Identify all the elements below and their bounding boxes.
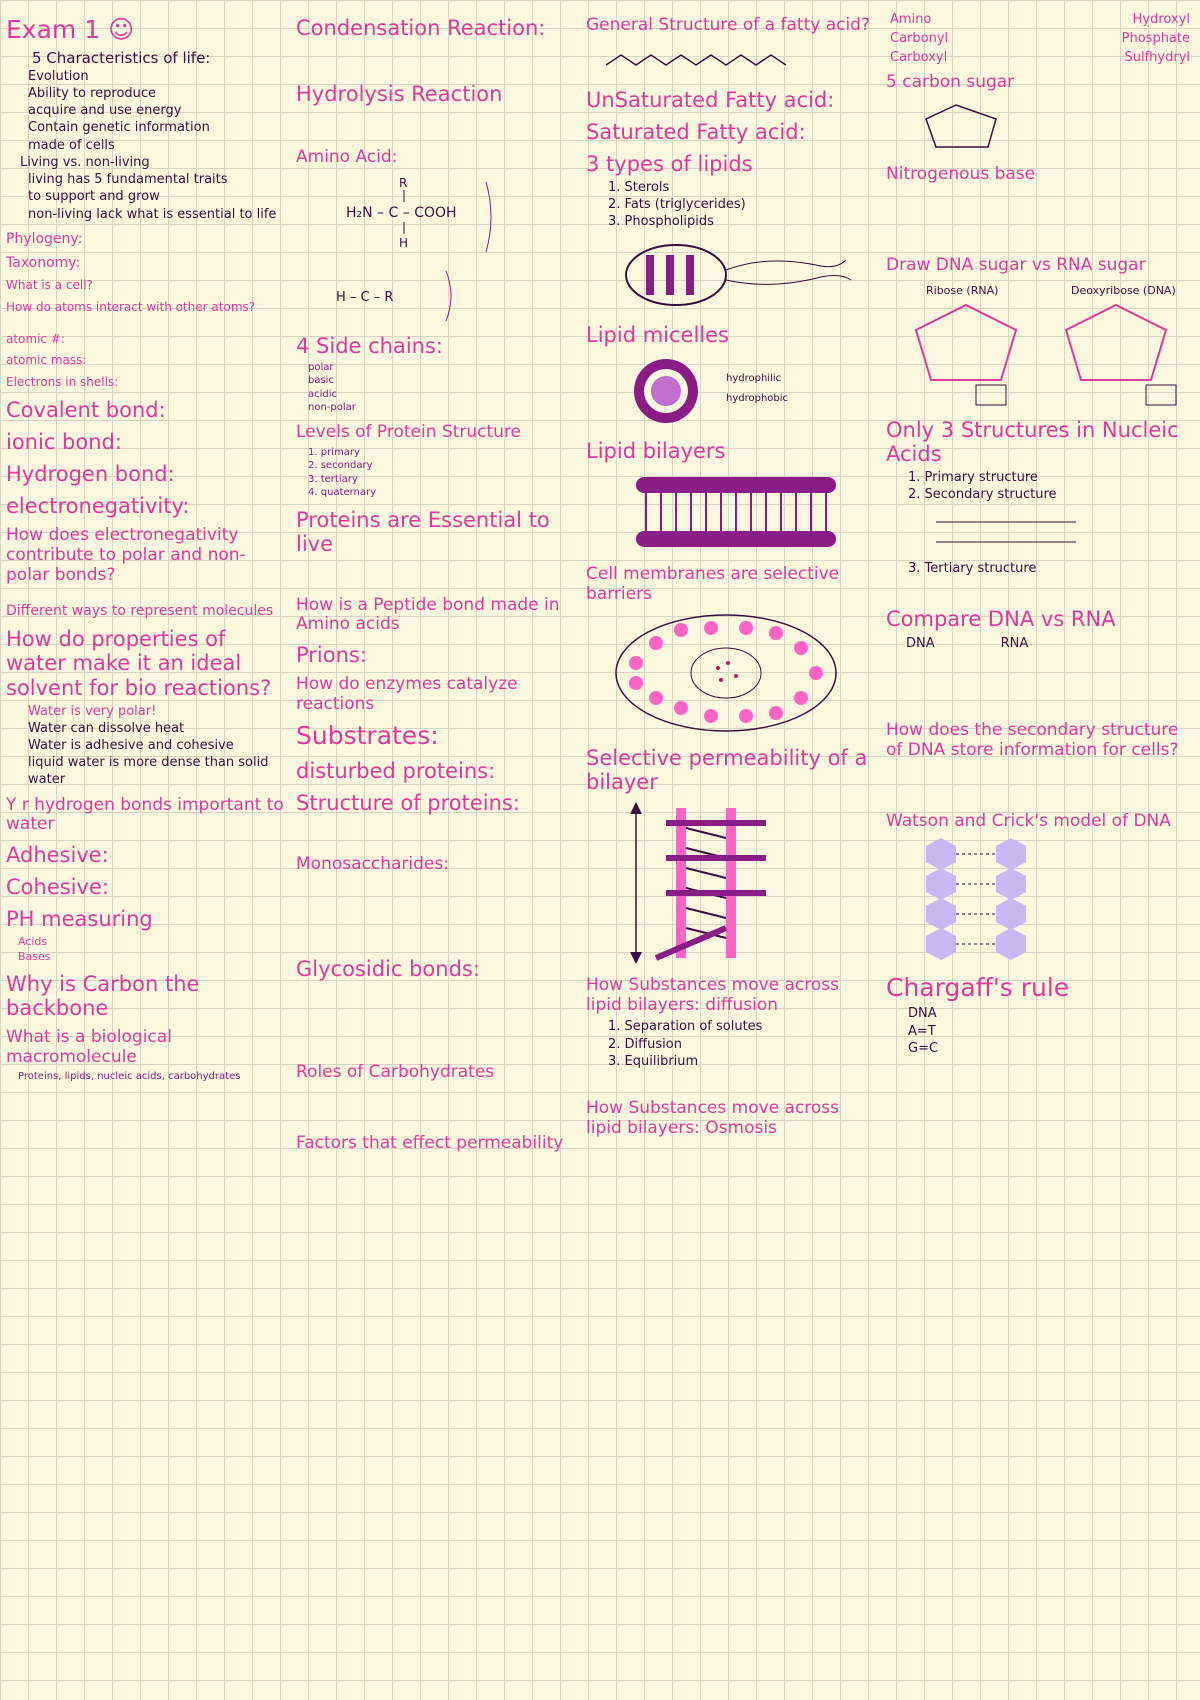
functional-groups-row (890, 31, 1190, 46)
selective-barrier-heading: Cell membranes are selective barriers (586, 564, 840, 604)
adhesive-heading: Adhesive: (6, 842, 109, 867)
represent-molecules-heading: Different ways to represent molecules (6, 603, 274, 620)
svg-text:R: R (399, 175, 408, 190)
water-item: Water is adhesive and cohesive (28, 738, 234, 754)
water-item: Water can dissolve heat (28, 720, 185, 736)
lipid-bilayers-heading: Lipid bilayers (586, 438, 726, 463)
chargaff-at: A=T (908, 1023, 936, 1039)
char-item: made of cells (28, 137, 115, 153)
proteins-essential-heading: Proteins are Essential to live (296, 507, 550, 556)
bases-label: Bases (18, 950, 51, 964)
chargaff-dna-label: DNA (908, 1006, 937, 1022)
nucleic-structure-item: 3. Tertiary structure (908, 561, 1037, 577)
diffusion-item: 1. Separation of solutes (608, 1019, 763, 1035)
water-note: Water is very polar! (28, 703, 157, 719)
water-item: liquid water is more dense than solid water (28, 755, 269, 787)
electronegativity-heading: electronegativity: (6, 494, 190, 519)
what-is-cell-heading: What is a cell? (6, 277, 93, 292)
strand-drawing (896, 507, 1096, 557)
substrates-heading: Substrates: (296, 721, 439, 751)
fg-carbonyl: Carbonyl (890, 31, 949, 46)
nitrogenous-base-heading: Nitrogenous base (886, 163, 1036, 184)
fg-sulfhydryl: Sulfhydryl (1124, 50, 1190, 65)
column-3 (580, 0, 880, 1700)
why-hbonds-heading: Y r hydrogen bonds important to water (6, 794, 284, 835)
phylogeny-heading: Phylogeny: (6, 230, 83, 247)
dna-column-label: DNA (906, 635, 935, 651)
column-4 (880, 0, 1200, 1700)
living-item: living has 5 fundamental traits (28, 172, 228, 187)
how-atoms-heading: How do atoms interact with other atoms? (6, 299, 256, 314)
biomacro-item: Proteins, lipids, nucleic acids, carbohydrates (18, 1071, 241, 1083)
cohesive-heading: Cohesive: (6, 875, 109, 900)
dna-vs-rna-sugar-heading: Draw DNA sugar vs RNA sugar (886, 255, 1146, 276)
osmosis-heading: How Substances move across lipid bilayers: Osmosis (586, 1098, 840, 1138)
fg-amino: Amino (890, 12, 932, 27)
level-item: 1. primary (308, 446, 360, 458)
carbohydrate-roles-heading: Roles of Carbohydrates (296, 1061, 495, 1082)
glycosidic-heading: Glycosidic bonds: (296, 956, 480, 981)
ionic-bond-heading: ionic bond: (6, 430, 122, 455)
electronegativity-question: How does electronegativity contribute to polar and non-polar bonds? (6, 525, 246, 585)
fg-carboxyl: Carboxyl (890, 50, 948, 65)
monosaccharides-heading: Monosaccharides: (296, 854, 449, 875)
selective-permeability-heading: Selective permeability of a bilayer (586, 746, 868, 795)
lipid-type-item: 2. Fats (triglycerides) (608, 197, 746, 213)
atomic-mass-heading: atomic mass: (6, 353, 87, 368)
fatty-acid-structure-heading: General Structure of a fatty acid? (586, 15, 870, 35)
bilayer-drawing (596, 467, 856, 557)
diffusion-item: 2. Diffusion (608, 1036, 682, 1052)
characteristics-title: 5 Characteristics of life: (32, 48, 211, 67)
rna-column-label: RNA (1000, 635, 1029, 651)
living-item: non-living lack what is essential to life (28, 206, 277, 222)
lipid-types-heading: 3 types of lipids (586, 151, 753, 176)
carbon-backbone-heading: Why is Carbon the backbone (6, 971, 200, 1021)
atomic-number-heading: atomic #: (6, 331, 65, 346)
exam-title: Exam 1 ☺ (6, 15, 135, 44)
char-item: Ability to reproduce (28, 85, 157, 101)
chargaff-heading: Chargaff's rule (886, 972, 1070, 1002)
covalent-bond-heading: Covalent bond: (6, 397, 166, 422)
hydrolysis-heading: Hydrolysis Reaction (296, 82, 503, 107)
water-question: How do properties of water make it an ideal solvent for bio reactions? (6, 627, 272, 700)
watson-crick-heading: Watson and Crick's model of DNA (886, 811, 1171, 832)
living-title: Living vs. non-living (20, 154, 150, 170)
protein-levels-heading: Levels of Protein Structure (296, 421, 522, 442)
level-item: 4. quaternary (308, 487, 377, 499)
peptide-diagram (306, 266, 506, 326)
hydrophilic-label: hydrophilic (726, 372, 782, 384)
level-item: 3. tertiary (308, 473, 358, 485)
fatty-acid-chain (596, 40, 836, 80)
saturated-heading: Saturated Fatty acid: (586, 119, 806, 144)
level-item: 2. secondary (308, 460, 373, 472)
micelle-drawing (596, 351, 856, 431)
prions-heading: Prions: (296, 642, 367, 667)
biomacromolecule-heading: What is a biological macromolecule (6, 1027, 172, 1067)
taxonomy-heading: Taxonomy: (6, 254, 81, 271)
five-carbon-sugar-heading: 5 carbon sugar (886, 72, 1015, 92)
condensation-heading: Condensation Reaction: (296, 16, 546, 40)
living-item: to support and grow (28, 189, 160, 205)
electron-shells-heading: Electrons in shells: (6, 375, 119, 390)
sugar-ring-drawing (896, 97, 1036, 157)
side-chain-item: polar (308, 361, 334, 373)
svg-text:H: H (399, 235, 409, 250)
chargaff-gc: G=C (908, 1040, 939, 1056)
fg-hydroxyl: Hydroxyl (1132, 12, 1190, 27)
enzymes-heading: How do enzymes catalyze reactions (296, 674, 518, 714)
diffusion-item: 3. Equilibrium (608, 1053, 699, 1069)
side-chain-item: basic (308, 375, 334, 387)
side-chains-heading: 4 Side chains: (296, 333, 444, 358)
nucleic-structures-heading: Only 3 Structures in Nucleic Acids (886, 417, 1179, 466)
peptide-bond-heading: How is a Peptide bond made in Amino acids (296, 594, 560, 635)
hydrophobic-label: hydrophobic (726, 392, 789, 404)
dna-model-drawing (896, 836, 1056, 966)
functional-groups-row (890, 12, 1190, 27)
smiley-icon: ☺ (108, 15, 135, 44)
disturbed-proteins-heading: disturbed proteins: (296, 758, 496, 783)
permeability-factors-heading: Factors that effect permeability (296, 1133, 564, 1154)
amino-acid-heading: Amino Acid: (296, 147, 398, 168)
permeability-drawing (596, 798, 866, 968)
char-item: acquire and use energy (28, 103, 182, 118)
ribose-label: Ribose (RNA) (926, 283, 999, 297)
svg-text:H₂N – C – COOH: H₂N – C – COOH (346, 204, 457, 221)
deoxyribose-label: Deoxyribose (DNA) (1071, 283, 1176, 297)
char-item: Contain genetic information (28, 120, 210, 136)
svg-text:H – C – R: H – C – R (336, 289, 394, 305)
nucleic-structure-item: 2. Secondary structure (908, 487, 1057, 503)
hydrogen-bond-heading: Hydrogen bond: (6, 462, 175, 487)
side-chain-item: acidic (308, 388, 338, 400)
fg-phosphate: Phosphate (1121, 31, 1190, 46)
side-chain-item: non-polar (308, 402, 356, 414)
ph-heading: PH measuring (6, 907, 153, 932)
secondary-structure-question: How does the secondary structure of DNA store information for cells? (886, 720, 1179, 760)
functional-groups-row (890, 50, 1190, 65)
protein-structure-heading: Structure of proteins: (296, 791, 520, 816)
acids-label: Acids (18, 935, 48, 949)
diffusion-heading: How Substances move across lipid bilayers: diffusion (586, 975, 840, 1015)
nucleic-structure-item: 1. Primary structure (908, 469, 1038, 485)
lipid-type-item: 1. Sterols (608, 179, 670, 195)
compare-columns (886, 635, 1194, 653)
amino-acid-diagram (306, 172, 526, 262)
sugar-comparison-drawing (896, 280, 1196, 410)
char-item: Evolution (28, 68, 89, 84)
cell-drawing (596, 608, 856, 738)
column-2 (290, 0, 580, 1700)
compare-dna-rna-heading: Compare DNA vs RNA (886, 606, 1116, 631)
unsaturated-heading: UnSaturated Fatty acid: (586, 87, 835, 112)
column-1 (0, 0, 290, 1700)
lipid-type-item: 3. Phospholipids (608, 214, 714, 230)
phospholipid-drawing (596, 235, 856, 315)
micelles-heading: Lipid micelles (586, 322, 729, 347)
